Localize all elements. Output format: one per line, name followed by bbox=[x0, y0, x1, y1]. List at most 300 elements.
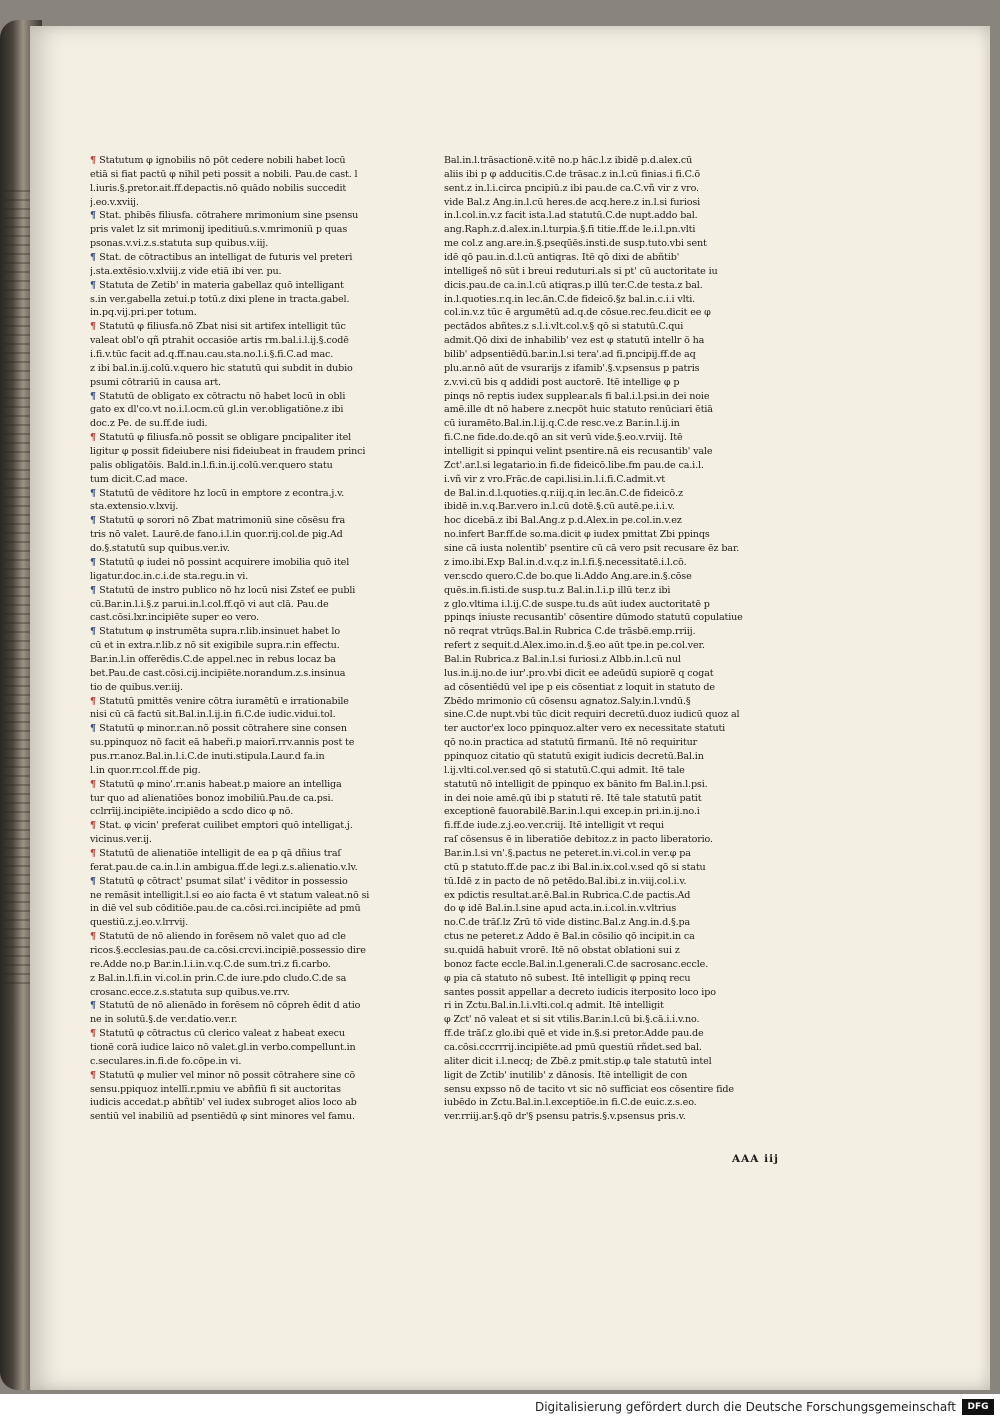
text-line-content: nisi cū cā factū sit.Bal.in.l.ij.in fi.C.de iudic.vidui.tol. bbox=[90, 709, 336, 721]
text-line-content: ligatur.doc.in.c.i.de sta.regu.in vi. bbox=[90, 570, 249, 582]
text-line-content: Zbēdo mrimonio cū cōsensu agnatoz.Saly.in.l.vndū.§ bbox=[444, 695, 691, 707]
text-line bbox=[444, 986, 789, 1000]
text-line bbox=[444, 764, 789, 778]
text-line-content: Bal.in.l.trāsactionē.v.itē no.p hāc.l.z ibidē p.d.alex.cū bbox=[444, 155, 693, 166]
text-line-content: Statutū φ iudei nō possint acquirere imobilia quō itel bbox=[99, 556, 350, 568]
text-line-content: plu.ar.nō aūt de vsurarijs z ifamib'.§.v.psensus p patris bbox=[444, 362, 700, 374]
text-line bbox=[444, 570, 789, 584]
text-line-content: aliter dicit i.l.necq; de Zbē.z pmit.stip.φ tale statutū intel bbox=[444, 1055, 712, 1067]
text-line bbox=[90, 334, 430, 348]
text-line-content: in.l.col.in.v.z facit ista.l.ad statutū.C.de nupt.addo bal. bbox=[444, 210, 698, 222]
text-line-content: ctū p statuto.ff.de pac.z ibi Bal.in.ix.col.v.sed qō si statu bbox=[444, 861, 706, 873]
text-line bbox=[444, 639, 789, 653]
text-line bbox=[444, 875, 789, 889]
text-line bbox=[444, 431, 789, 445]
text-line bbox=[444, 598, 789, 612]
text-line bbox=[90, 819, 430, 833]
text-line-content: tum dicit.C.ad mace. bbox=[90, 473, 188, 485]
text-line-content: Zct'.ar.l.si legatario.in fi.de fideicō.libe.fm pau.de ca.i.l. bbox=[444, 459, 704, 471]
text-line bbox=[90, 792, 430, 806]
text-line-content: cclrrīij.incipiēte.incipiēdo a scdo dico φ nō. bbox=[90, 806, 294, 818]
pilcrow-mark: ¶ bbox=[90, 695, 100, 707]
text-line bbox=[90, 986, 430, 1000]
text-line-content: palis obligatōis. Bald.in.l.fi.in.ij.colū.ver.quero statu bbox=[90, 459, 333, 471]
text-line bbox=[90, 1110, 430, 1124]
text-line-content: i.vñ vir z vro.Frāc.de capi.lisi.in.l.i.fi.C.admit.vt bbox=[444, 473, 665, 485]
text-line-content: ne in solutū.§.de ver.datio.ver.r. bbox=[90, 1014, 238, 1026]
text-line-content: Statutū φ sorori nō Zbat matrimoniū sine cōsēsu fra bbox=[99, 515, 346, 527]
text-line-content: j.eo.v.xviij. bbox=[90, 196, 139, 208]
text-line-content: pris valet lz sit mrimonij ipeditiuū.s.v.mrimoniū p quas bbox=[90, 224, 348, 236]
pilcrow-mark: ¶ bbox=[90, 155, 100, 166]
text-line bbox=[90, 902, 430, 916]
text-line-content: admit.Qō dixi de inhabilib' vez est φ statutū intellr ö ha bbox=[444, 335, 705, 347]
text-line-content: ver.rriij.ar.§.qō dr'§ psensu patris.§.v.psensus pris.v. bbox=[444, 1111, 686, 1123]
text-line bbox=[444, 542, 789, 556]
text-line bbox=[90, 875, 430, 889]
text-line bbox=[444, 556, 789, 570]
text-line-content: cū et in extra.r.lib.z nō sit exigibile supra.r.in effectu. bbox=[90, 640, 340, 652]
text-line-content: Statutum φ ignobilis nō pōt cedere nobili habet locū bbox=[99, 155, 346, 166]
text-line bbox=[444, 736, 789, 750]
text-line bbox=[444, 306, 789, 320]
text-line bbox=[90, 542, 430, 556]
text-line bbox=[444, 320, 789, 334]
text-line bbox=[444, 999, 789, 1013]
text-line-content: exceptionē fauorabilē.Bar.in.l.qui excep.in pri.in.ij.no.i bbox=[444, 806, 700, 818]
text-line bbox=[444, 403, 789, 417]
text-line bbox=[90, 722, 430, 736]
text-line bbox=[444, 1027, 789, 1041]
text-line bbox=[90, 1083, 430, 1097]
pilcrow-mark: ¶ bbox=[90, 432, 100, 444]
text-line-content: raſ cōsensus ē in liberatiōe debitoz.z in pacto liberatorio. bbox=[444, 834, 713, 846]
text-line-content: do.§.statutū sup quibus.ver.iv. bbox=[90, 543, 230, 555]
text-line bbox=[90, 182, 430, 196]
text-line-content: ff.de trāſ.z glo.ibi quē et vide in.§.si pretor.Adde pau.de bbox=[444, 1028, 704, 1040]
text-line-content: Statutum φ instrumēta supra.r.lib.insinuet habet lo bbox=[99, 626, 340, 638]
text-line bbox=[444, 223, 789, 237]
text-line-content: Statutū φ minor.r.an.nō possit cōtrahere sine consen bbox=[99, 723, 347, 735]
text-line-content: re.Adde no.p Bar.in.l.i.in.v.q.C.de sum.tri.z fi.carbo. bbox=[90, 958, 331, 970]
text-line bbox=[444, 902, 789, 916]
text-line bbox=[444, 611, 789, 625]
text-line bbox=[444, 1069, 789, 1083]
text-line bbox=[90, 805, 430, 819]
pilcrow-mark: ¶ bbox=[90, 1000, 100, 1012]
text-line-content: Statutū de alienatiōe intelligit de ea p qā dñius traſ bbox=[99, 847, 341, 859]
text-line-content: in diē vel sub cōditiōe.pau.de ca.cōsi.rci.incipiēte ad pmū bbox=[90, 903, 361, 915]
text-line-content: sta.extensio.v.lxvij. bbox=[90, 501, 179, 513]
text-line-content: tū.Idē z in pacto de nō petēdo.Bal.ibi.z in.viij.col.i.v. bbox=[444, 875, 687, 887]
text-line-content: j.sta.extēsio.v.xlviij.z vide etiā ibi ver. pu. bbox=[90, 265, 282, 277]
text-line-content: ad cōsentiēdū vel ipe p eis cōsentiat z loquit in statuto de bbox=[444, 681, 715, 693]
text-line-content: do φ idē Bal.in.l.sine apud acta.in.i.col.in.v.vltrius bbox=[444, 903, 677, 915]
text-line bbox=[90, 999, 430, 1013]
text-line-content: amē.ille dt nō habere z.necpōt huic statuto renūciari ētiā bbox=[444, 404, 713, 416]
text-line bbox=[90, 833, 430, 847]
text-line-content: Statutū φ cōtract' psumat silat' i vēditor in possessio bbox=[99, 875, 348, 887]
text-line-content: z ibi bal.in.ij.colū.v.quero hic statutū qui subdit in dubio bbox=[90, 362, 353, 374]
text-line-content: ferat.pau.de ca.in.l.in ambigua.ff.de legi.z.s.alienatio.v.lv. bbox=[90, 861, 358, 873]
text-line bbox=[90, 695, 430, 709]
text-line bbox=[90, 1027, 430, 1041]
text-line-content: ne remāsit intelligit.l.si eo aio facta ē vt statum valeat.nō si bbox=[90, 889, 370, 901]
text-line bbox=[444, 154, 789, 168]
text-line bbox=[444, 251, 789, 265]
text-line-content: Statutū φ cōtractus cū clerico valeat z habeat execu bbox=[99, 1028, 345, 1040]
text-line-content: ca.cōsi.cccrrrij.incipiēte.ad pmū questiū rñdet.sed bal. bbox=[444, 1042, 702, 1053]
text-line bbox=[90, 598, 430, 612]
text-line bbox=[90, 1069, 430, 1083]
text-line bbox=[444, 667, 789, 681]
text-line-content: Stat. φ vicin' preferat cuilibet emptori quō intelligat.j. bbox=[99, 820, 353, 832]
text-line-content: bonoz facte eccle.Bal.in.l.generali.C.de sacrosanc.eccle. bbox=[444, 958, 709, 970]
text-line-content: cū.Bar.in.l.i.§.z parui.in.l.col.ff.qō vi aut clā. Pau.de bbox=[90, 598, 329, 610]
text-line bbox=[90, 750, 430, 764]
text-line bbox=[444, 1083, 789, 1097]
pilcrow-mark: ¶ bbox=[90, 1069, 100, 1081]
text-line bbox=[444, 500, 789, 514]
text-line-content: su.ppinquoz nō facit eā habeři.p maiorī.rrv.annis post te bbox=[90, 737, 355, 749]
text-line bbox=[444, 209, 789, 223]
text-line-content: tio de quibus.ver.iij. bbox=[90, 681, 183, 693]
text-line-content: iubēdo in Zctu.Bal.in.l.exceptiōe.in fi.C.de euic.z.s.eo. bbox=[444, 1097, 697, 1109]
text-line-content: intelligeš nō sūt i breui reduturi.als si pt' cū auctoritate iu bbox=[444, 265, 718, 277]
text-line bbox=[444, 168, 789, 182]
pilcrow-mark: ¶ bbox=[90, 723, 100, 735]
text-line bbox=[444, 889, 789, 903]
text-line-content: no.C.de trāſ.lz Zrū tō vide distinc.Bal.z Ang.in.d.§.pa bbox=[444, 917, 691, 929]
text-line bbox=[90, 681, 430, 695]
text-line bbox=[444, 708, 789, 722]
text-line bbox=[90, 1041, 430, 1055]
text-line bbox=[444, 916, 789, 930]
text-line bbox=[444, 944, 789, 958]
pilcrow-mark: ¶ bbox=[90, 556, 100, 568]
text-line bbox=[90, 514, 430, 528]
text-line bbox=[444, 1055, 789, 1069]
text-line bbox=[444, 584, 789, 598]
pilcrow-mark: ¶ bbox=[90, 778, 100, 790]
text-line bbox=[90, 861, 430, 875]
pilcrow-mark: ¶ bbox=[90, 487, 100, 499]
text-line bbox=[444, 237, 789, 251]
text-line bbox=[90, 1096, 430, 1110]
text-line bbox=[90, 570, 430, 584]
text-line-content: sine cā iusta nolentib' psentire cū cā vero psit recusare ēz bar. bbox=[444, 543, 740, 555]
text-line bbox=[90, 778, 430, 792]
text-line-content: Statuta de Zetib' in materia gabellaz quō intelligant bbox=[99, 279, 344, 291]
text-line-content: psonas.v.vi.z.s.statuta sup quibus.v.iij. bbox=[90, 238, 269, 250]
text-line bbox=[444, 958, 789, 972]
text-line-content: hoc dicebā.z ibi Bal.Ang.z p.d.Alex.in pe.col.in.v.ez bbox=[444, 515, 682, 527]
text-line-content: sensu.ppiquoz intellī.r.pmiu ve abñfiū fi sit auctoritas bbox=[90, 1083, 341, 1095]
text-line bbox=[90, 362, 430, 376]
text-line bbox=[90, 639, 430, 653]
text-line-content: fi.ff.de iude.z.j.eo.ver.criij. Itē intelligit vt requi bbox=[444, 820, 664, 832]
text-line-content: me col.z ang.are.in.§.pseqūēs.insti.de susp.tuto.vbi sent bbox=[444, 238, 707, 250]
pilcrow-mark: ¶ bbox=[90, 252, 100, 264]
text-line bbox=[90, 847, 430, 861]
text-line-content: sine.C.de nupt.vbi tūc dicit requiri decretū.duoz iudicū quoz al bbox=[444, 709, 740, 721]
text-line bbox=[444, 722, 789, 736]
text-line bbox=[90, 653, 430, 667]
text-line bbox=[444, 362, 789, 376]
pilcrow-mark: ¶ bbox=[90, 515, 100, 527]
text-line-content: gato ex dl'co.vt no.i.l.ocm.cū gl.in ver.obligatiōne.z ibi bbox=[90, 404, 344, 416]
text-line-content: z glo.vltima i.l.ij.C.de suspe.tu.ds aūt iudex auctoritatē p bbox=[444, 598, 710, 610]
text-line bbox=[90, 293, 430, 307]
manuscript-page bbox=[30, 26, 990, 1390]
text-line-content: sent.z in.l.i.circa pncipiū.z ibi pau.de ca.C.vñ vir z vro. bbox=[444, 182, 699, 194]
pilcrow-mark: ¶ bbox=[90, 210, 100, 222]
text-line bbox=[444, 695, 789, 709]
text-line-content: z.v.vi.cū bis q addidi post auctorē. Itē intellige φ p bbox=[444, 376, 680, 388]
text-line bbox=[90, 625, 430, 639]
text-line-content: refert z sequit.d.Alex.imo.in.d.§.eo aūt tpe.in pe.col.ver. bbox=[444, 640, 705, 652]
text-line-content: Statutū φ filiusfa.nō possit se obligare pncipaliter itel bbox=[99, 432, 352, 444]
text-line-content: ligit de Zctib' inutilib' z dānosis. Itē intelligit de con bbox=[444, 1069, 688, 1081]
pilcrow-mark: ¶ bbox=[90, 820, 100, 832]
text-line bbox=[444, 819, 789, 833]
signature-mark: AAA iij bbox=[732, 1153, 779, 1165]
text-line bbox=[90, 500, 430, 514]
text-line-content: vide Bal.z Ang.in.l.cū heres.de acq.here.z in.l.si furiosi bbox=[444, 196, 701, 208]
pilcrow-mark: ¶ bbox=[90, 390, 100, 402]
text-line-content: in dei noie amē.qū ibi p statuti rē. Itē tale statutū patit bbox=[444, 792, 702, 804]
text-line-content: l.iuris.§.pretor.ait.ff.depactis.nō quādo nobilis succedit bbox=[90, 182, 347, 194]
text-line-content: nō reqrat vtrūqs.Bal.in Rubrica C.de trāsbē.emp.rriij. bbox=[444, 626, 696, 638]
text-line-content: z Bal.in.l.fi.in vi.col.in prin.C.de iure.pdo cludo.C.de sa bbox=[90, 972, 347, 984]
text-line bbox=[90, 348, 430, 362]
text-line bbox=[444, 681, 789, 695]
text-line-content: ppinqs iniuste recusantib' cōsentire dūmodo statutū copulatiue bbox=[444, 612, 743, 624]
text-line-content: ppinquoz citatio qū statutū exigit iudicis decretū.Bal.in bbox=[444, 750, 704, 762]
text-line-content: Stat. phibēs filiusfa. cōtrahere mrimonium sine psensu bbox=[99, 210, 359, 222]
text-line bbox=[444, 376, 789, 390]
text-line bbox=[444, 417, 789, 431]
text-line bbox=[90, 764, 430, 778]
text-line-content: ri in Zctu.Bal.in.l.i.vlti.col.q admit. Itē intelligit bbox=[444, 1000, 664, 1012]
text-line-content: ver.scdo quero.C.de bo.que li.Addo Ang.are.in.§.cōse bbox=[444, 570, 692, 582]
text-line bbox=[444, 293, 789, 307]
text-line bbox=[444, 182, 789, 196]
text-line-content: lus.in.ij.no.de iur'.pro.vbi dicit ee adeūdū supiorē q cogat bbox=[444, 667, 714, 679]
text-line bbox=[444, 334, 789, 348]
text-line-content: in.pq.vij.pri.per totum. bbox=[90, 307, 197, 319]
text-line-content: de Bal.in.d.l.quoties.q.r.iij.q.in lec.ān.C.de fideicō.z bbox=[444, 487, 683, 499]
text-line bbox=[90, 528, 430, 542]
text-line bbox=[90, 417, 430, 431]
text-line bbox=[90, 376, 430, 390]
text-line bbox=[444, 972, 789, 986]
text-line bbox=[90, 431, 430, 445]
text-line-content: quēs.in.fi.isti.de susp.tu.z Bal.in.l.i.p illū ter.z ibi bbox=[444, 584, 671, 596]
text-line-content: iudicis accedat.p abñtib' vel iudex subroget alios loco ab bbox=[90, 1097, 357, 1109]
pilcrow-mark: ¶ bbox=[90, 847, 100, 859]
text-line bbox=[444, 847, 789, 861]
text-line bbox=[444, 1110, 789, 1124]
text-line bbox=[444, 792, 789, 806]
text-line-content: Statutū φ mulier vel minor nō possit cōtrahere sine cō bbox=[99, 1069, 356, 1081]
text-column-left bbox=[90, 154, 430, 1124]
text-line-content: φ pia cā statuto nō subest. Itē intelligit φ ppinq recu bbox=[444, 972, 691, 984]
pilcrow-mark: ¶ bbox=[90, 931, 100, 943]
text-line-content: intelligit si ppinqui velint psentire.nā eis recusantib' vale bbox=[444, 446, 713, 458]
text-line bbox=[90, 306, 430, 320]
text-line bbox=[90, 390, 430, 404]
text-line-content: tris nō valet. Laurē.de fano.i.l.in quor.rij.col.de pig.Ad bbox=[90, 529, 343, 541]
text-line-content: valeat obl'o qñ ptrahit occasiōe artis rm.bal.i.l.ij.§.codē bbox=[90, 335, 349, 347]
text-line-content: etiā si fiat pactū φ nihil peti possit a nobili. Pau.de cast. l bbox=[90, 168, 358, 180]
text-line-content: in.l.quoties.r.q.in lec.ān.C.de fideicō.§z bal.in.c.i.i vlti. bbox=[444, 293, 696, 305]
text-line bbox=[90, 930, 430, 944]
text-line bbox=[444, 833, 789, 847]
text-line bbox=[90, 708, 430, 722]
text-line bbox=[90, 584, 430, 598]
text-line bbox=[444, 473, 789, 487]
text-line bbox=[444, 861, 789, 875]
text-line-content: z imo.ibi.Exp Bal.in.d.v.q.z in.l.fi.§.necessitatē.i.l.cō. bbox=[444, 556, 687, 568]
text-line bbox=[90, 279, 430, 293]
text-line-content: idē qō pau.in.d.l.cū antiqras. Itē qō dixi de abñtib' bbox=[444, 252, 680, 264]
pilcrow-mark: ¶ bbox=[90, 1028, 100, 1040]
text-line bbox=[444, 625, 789, 639]
text-line-content: vicinus.ver.ij. bbox=[90, 834, 152, 846]
text-line-content: l.in quor.rr.col.ff.de pig. bbox=[90, 764, 201, 776]
text-line bbox=[444, 445, 789, 459]
text-line-content: Statutū de nō aliendo in forēsem nō valet quo ad cle bbox=[99, 931, 346, 943]
text-line bbox=[90, 196, 430, 210]
pilcrow-mark: ¶ bbox=[90, 321, 100, 333]
text-line-content: sentiū vel inabiliū ad psentiēdū φ sint minores vel famu. bbox=[90, 1111, 355, 1123]
footer-bar bbox=[0, 1394, 1000, 1420]
pilcrow-mark: ¶ bbox=[90, 279, 100, 291]
text-line-content: Bar.in.l.in offerēdis.C.de appel.nec in rebus locaz ba bbox=[90, 653, 336, 665]
text-line bbox=[444, 459, 789, 473]
text-line-content: pinqs nō reptis iudex supplear.als fi bal.i.l.psi.in dei noie bbox=[444, 390, 710, 402]
text-line-content: col.in.v.z tūc ē argumētū ad.q.de cōsue.rec.feu.dicit ee φ bbox=[444, 307, 711, 319]
text-line bbox=[90, 487, 430, 501]
text-line bbox=[444, 528, 789, 542]
text-line-content: statutū nō intelligit de ppinquo ex bānito fm Bal.in.l.psi. bbox=[444, 778, 708, 790]
text-line bbox=[444, 1013, 789, 1027]
text-line bbox=[90, 237, 430, 251]
text-line-content: i.fi.v.tūc facit ad.q.ff.nau.cau.sta.no.l.i.§.fi.C.ad mac. bbox=[90, 349, 334, 361]
text-line-content: c.seculares.in.fi.de fo.cōpe.in vi. bbox=[90, 1055, 242, 1067]
text-line bbox=[90, 403, 430, 417]
text-line-content: crosanc.ecce.z.s.statuta sup quibus.ve.rrv. bbox=[90, 986, 290, 998]
text-line-content: ricos.§.ecclesias.pau.de ca.cōsi.crcvi.incipiē.possessio dire bbox=[90, 944, 366, 956]
text-line-content: Bar.in.l.si vn'.§.pactus ne peteret.in.vi.col.in ver.φ pa bbox=[444, 847, 691, 859]
text-line bbox=[90, 667, 430, 681]
text-line-content: questiū.z.j.eo.v.lrrvij. bbox=[90, 917, 189, 929]
text-line-content: Statutū de nō alienādo in forēsem nō cōpreh ēdit d atio bbox=[99, 1000, 361, 1012]
text-line-content: ter auctor'ex loco ppinquoz.alter vero ex necessitate statuti bbox=[444, 723, 726, 735]
pilcrow-mark: ¶ bbox=[90, 875, 100, 887]
text-line-content: su.quidā habuit vrorē. Itē nō obstat oblationi sui z bbox=[444, 944, 680, 956]
text-line-content: bilib' adpsentiēdū.bar.in.l.si tera'.ad fi.pncipij.ff.de aq bbox=[444, 349, 696, 361]
text-line bbox=[444, 1096, 789, 1110]
text-line bbox=[90, 972, 430, 986]
text-line bbox=[90, 209, 430, 223]
text-line-content: l.ij.vlti.col.ver.sed qō si statutū.C.qui admit. Itē tale bbox=[444, 764, 685, 776]
text-line bbox=[90, 958, 430, 972]
pilcrow-mark: ¶ bbox=[90, 584, 100, 596]
text-line-content: sensu expsso nō de tacito vt sic nō sufficiat eos cōsentire fide bbox=[444, 1083, 734, 1095]
text-line bbox=[444, 778, 789, 792]
text-line-content: ibidē in.v.q.Bar.vero in.l.cū dotē.§.cū autē.pe.i.i.v. bbox=[444, 501, 675, 513]
text-line-content: tionē corā iudice laico nō valet.gl.in verbo.compellunt.in bbox=[90, 1042, 356, 1053]
text-line-content: Stat. de cōtractibus an intelligat de futuris vel preteri bbox=[99, 252, 353, 264]
text-line-content: bet.Pau.de cast.cōsi.cij.incipiēte.norandum.z.s.insinua bbox=[90, 667, 346, 679]
text-line bbox=[444, 930, 789, 944]
dfg-logo: DFG bbox=[962, 1399, 994, 1415]
text-line-content: fi.C.ne fide.do.de.qō an sit verū vide.§.eo.v.rviij. Itē bbox=[444, 432, 683, 444]
text-line-content: ligitur φ possit fideiubere nisi fideiubeat in fraudem princi bbox=[90, 446, 366, 458]
text-line bbox=[90, 1013, 430, 1027]
text-line bbox=[444, 805, 789, 819]
text-line-content: Bal.in Rubrica.z Bal.in.l.si furiosi.z Albb.in.l.cū nul bbox=[444, 653, 681, 665]
text-line-content: Statutū φ filiusfa.nō Zbat nisi sit artifex intelligit tūc bbox=[99, 321, 346, 333]
text-line bbox=[90, 320, 430, 334]
text-line bbox=[444, 390, 789, 404]
text-line-content: Statutū φ mino'.rr.anis habeat.p maiore an intelliga bbox=[99, 778, 342, 790]
text-line-content: cū iuramēto.Bal.in.l.ij.q.C.de resc.ve.z Bar.in.l.ij.in bbox=[444, 418, 680, 430]
text-line-content: Statutū de vēditore hz locū in emptore z econtra.j.v. bbox=[99, 487, 345, 499]
text-line bbox=[90, 889, 430, 903]
text-line-content: Statutū pmittēs venire cōtra iuramētū e irrationabile bbox=[99, 695, 349, 707]
text-line bbox=[90, 473, 430, 487]
text-line bbox=[90, 736, 430, 750]
text-line-content: qō no.in practica ad statutū firmanū. Itē nō requiritur bbox=[444, 737, 698, 749]
text-line bbox=[444, 1041, 789, 1055]
pilcrow-mark: ¶ bbox=[90, 626, 100, 638]
footer-credit: Digitalisierung gefördert durch die Deutsche Forschungsgemeinschaft bbox=[534, 1400, 956, 1414]
text-line-content: ctus ne peteret.z Addo ē Bal.in cōsilio qō incipit.in ca bbox=[444, 931, 695, 943]
text-line-content: santes possit appellar a decreto iudicis iterposito loco ipo bbox=[444, 986, 716, 998]
text-line-content: dicis.pau.de ca.in.l.cū atiqras.p illū ter.C.de testa.z bal. bbox=[444, 279, 703, 291]
text-line-content: aliis ibi p φ adducitis.C.de trāsac.z in.l.cū finias.i fi.C.ō bbox=[444, 168, 700, 180]
text-line bbox=[90, 459, 430, 473]
text-line bbox=[90, 916, 430, 930]
text-line-content: pus.rr.anoz.Bal.in.l.i.C.de inuti.stipula.Laur.d fa.in bbox=[90, 750, 325, 762]
text-line bbox=[444, 514, 789, 528]
text-line bbox=[90, 445, 430, 459]
text-line bbox=[90, 556, 430, 570]
text-column-right bbox=[444, 154, 789, 1124]
text-line bbox=[444, 265, 789, 279]
text-line-content: psumi cōtrariū in causa art. bbox=[90, 376, 221, 388]
text-line bbox=[90, 154, 430, 168]
text-line-content: Statutū de obligato ex cōtractu nō habet locū in obli bbox=[99, 390, 346, 402]
text-line bbox=[90, 168, 430, 182]
text-line bbox=[90, 1055, 430, 1069]
text-line-content: ex pdictis resultat.ar.ē.Bal.in Rubrica.C.de pactis.Ad bbox=[444, 889, 691, 901]
text-line bbox=[444, 750, 789, 764]
text-line bbox=[444, 196, 789, 210]
text-line-content: pectādos abñtes.z s.l.i.vlt.col.v.§ qō si statutū.C.qui bbox=[444, 321, 684, 333]
text-line-content: doc.z Pe. de su.ff.de iudi. bbox=[90, 418, 208, 430]
text-line-content: no.infert Bar.ff.de so.ma.dicit φ iudex pmittat Zbi ppinqs bbox=[444, 529, 710, 541]
text-line bbox=[90, 251, 430, 265]
text-line bbox=[90, 223, 430, 237]
text-line-content: cast.cōsi.lxr.incipiēte super eo vero. bbox=[90, 612, 260, 624]
text-line bbox=[444, 487, 789, 501]
text-line-content: Statutū de instro publico nō hz locū nisi Zsteť ee publi bbox=[99, 584, 356, 596]
text-line-content: φ Zct' nō valeat et si sit vtilis.Bar.in.l.cū bi.§.cā.i.i.v.no. bbox=[444, 1014, 700, 1026]
